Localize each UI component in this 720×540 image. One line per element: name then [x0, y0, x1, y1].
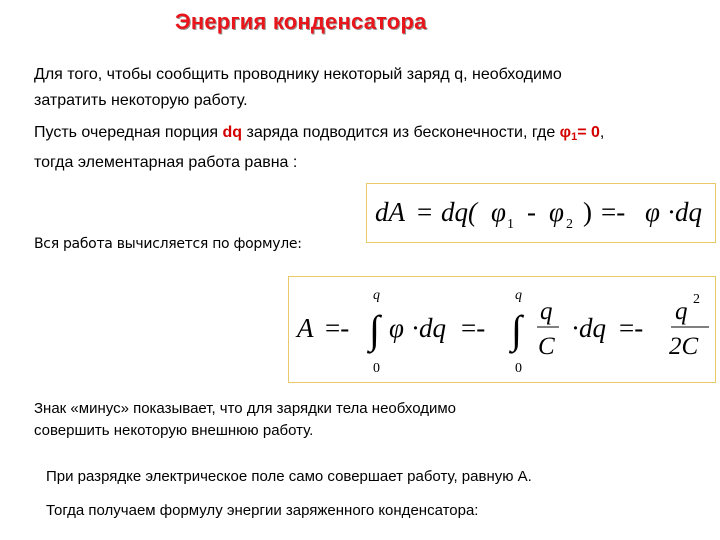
slide-title: Энергия конденсатора — [175, 9, 427, 34]
dq-highlight: dq — [222, 124, 243, 141]
portion-paragraph — [34, 120, 604, 176]
formula1-close: ) — [583, 197, 592, 227]
formula1-eq2: =- — [601, 197, 626, 227]
formula1-dot: · — [667, 197, 676, 227]
formula2-dot2: · — [571, 313, 580, 343]
intro-line-1: Для того, чтобы сообщить проводнику некоторый заряд q, необходимо — [34, 66, 562, 83]
formula-total-work-svg — [289, 277, 715, 382]
phi-equals-zero: = 0 — [577, 124, 600, 141]
formula2-phi: φ — [389, 313, 404, 343]
formula1-lhs: dA — [375, 197, 405, 227]
portion-text-post: , — [599, 124, 605, 141]
discharge-paragraph: При разрядке электрическое поле само совершает работу, равную А. — [46, 468, 532, 485]
formula2-eq3: =- — [619, 313, 644, 343]
formula1-dq-paren: dq( — [441, 197, 477, 227]
formula1-sub2: 2 — [566, 217, 573, 232]
minus-line-2: совершить некоторую внешнюю работу. — [34, 422, 314, 439]
formula2-eq2: =- — [461, 313, 486, 343]
formula-total-work — [288, 276, 716, 383]
energy-formula-intro: Тогда получаем формулу энергии заряженного конденсатора: — [46, 502, 479, 519]
formula2-res-num: q — [675, 298, 688, 325]
formula-elementary-work — [366, 183, 716, 243]
formula1-eq1: = — [417, 197, 433, 227]
formula-elementary-work-svg — [367, 184, 715, 242]
formula2-frac-den: C — [538, 333, 555, 360]
formula2-lhs: A — [297, 313, 314, 343]
formula1-sub1: 1 — [507, 217, 514, 232]
intro-paragraph — [34, 62, 562, 114]
formula2-lower2: 0 — [515, 361, 522, 376]
formula2-upper2: q — [515, 288, 522, 303]
formula2-integral2: ∫ — [511, 307, 522, 352]
phi-highlight — [560, 124, 600, 141]
minus-sign-paragraph — [34, 398, 456, 442]
portion-text-pre: Пусть очередная порция — [34, 124, 223, 141]
formula1-dq: dq — [675, 197, 702, 227]
formula2-frac-num: q — [540, 298, 553, 325]
portion-text-mid: заряда подводится из бесконечности, где — [242, 124, 560, 141]
formula2-eq1: =- — [325, 313, 350, 343]
formula2-integral1: ∫ — [369, 307, 380, 352]
formula1-phi2: φ — [549, 197, 564, 227]
phi-subscript: 1 — [571, 131, 578, 143]
formula1-phi3: φ — [645, 197, 660, 227]
portion-line-2: тогда элементарная работа равна : — [34, 154, 298, 171]
formula2-lower1: 0 — [373, 361, 380, 376]
formula2-res-exp: 2 — [693, 292, 700, 307]
formula2-dq2: dq — [579, 313, 606, 343]
formula2-dq1: dq — [419, 313, 446, 343]
full-work-caption: Вся работа вычисляется по формуле: — [34, 236, 302, 252]
minus-line-1: Знак «минус» показывает, что для зарядки тела необходимо — [34, 400, 456, 417]
formula1-phi1: φ — [491, 197, 506, 227]
formula2-res-den: 2C — [669, 333, 699, 360]
formula1-minus: - — [527, 197, 536, 227]
phi-symbol: φ — [559, 124, 572, 141]
portion-line-1 — [34, 120, 604, 150]
formula2-dot1: · — [411, 313, 420, 343]
formula2-upper1: q — [373, 288, 380, 303]
intro-line-2: затратить некоторую работу. — [34, 92, 248, 109]
